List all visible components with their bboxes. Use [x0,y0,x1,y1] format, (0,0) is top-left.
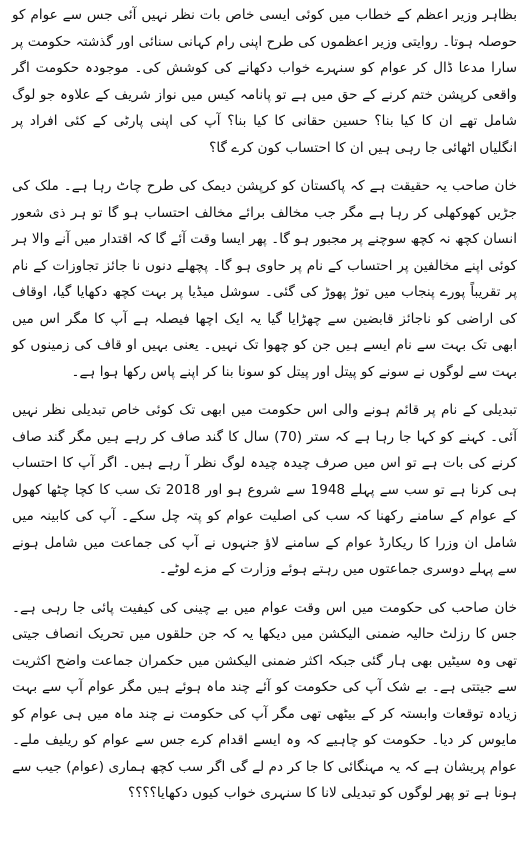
article-paragraph-2: خان صاحب یہ حقیقت ہے کہ پاکستان کو کرپشن دیمک کی طرح چاٹ رہا ہے۔ ملک کی جڑیں کھوکھلی کر رہا ہے مگر جب مخالف برائے مخالف احتساب ہو گا تو ہر ذی شعور انسان کچھ نہ کچھ سوچنے پر مجبور ہو گا۔ پھر ایسا وقت آئے گا کہ اقتدار میں آنے والا ہر کوئی اپنے مخالفین پر احتساب کے نام پر حاوی ہو گا۔ پچھلے دنوں نا جائز تجاوزات کے نام پر تقریباً پورے پنجاب میں توڑ پھوڑ کی گئی۔ سوشل میڈیا پر بہت کچھ دکھایا گیا، اوقاف کی اراضی کو ناجائز قابضین سے چھڑایا گیا یہ ایک اچھا فیصلہ ہے آپ کا مگر اس میں ابھی تک بہت سے نام ایسے ہیں جن کو چھوا تک نہیں۔ یعنی بہیں او قاف کی زمینوں کو بہت سے لوگوں نے سونے کو پیتل اور پیتل کو سونا بنا کر اپنے پاس رکھا ہوا ہے۔ [12,178,517,380]
article-paragraph-3: تبدیلی کے نام پر قائم ہونے والی اس حکومت میں ابھی تک کوئی خاص تبدیلی نظر نہیں آئی۔ کہنے کو کہا جا رہا ہے کہ ستر (70) سال کا گند صاف کر رہے ہیں مگر گند صاف کرنے کی بات ہے تو اس میں صرف چیدہ چیدہ لوگ نظر آ رہے ہیں۔ اگر آپ کا احتساب ہی کرنا ہے تو سب سے پہلے 1948 سے شروع ہو اور 2018 تک سب کا کچا چٹھا کھول کے عوام کے سامنے رکھنا کہ سب کی اصلیت عوام کو پتہ چل سکے۔ آپ کی کابینہ میں شامل ان وزرا کا ریکارڈ عوام کے سامنے لاؤ جنہوں نے آپ کی جماعت میں شامل ہونے سے پہلے دوسری جماعتوں میں رہتے ہوئے وزارت کے مزے لوٹے۔ [12,402,518,577]
article-paragraph-4: خان صاحب کی حکومت میں اس وقت عوام میں بے چینی کی کیفیت پائی جا رہی ہے۔ جس کا رزلٹ حالیہ ضمنی الیکشن میں دیکھا یہ کہ جن حلقوں میں تحریک انصاف جیتی تھی وہ سیٹیں بھی ہار گئی جبکہ اکثر ضمنی الیکشن میں حکمران جماعت واضح اکثریت سے جیتتی ہے۔ بے شک آپ کی حکومت کو آئے چند ماہ ہوئے ہیں مگر عوام آپ سے بہت زیادہ توقعات وابستہ کر کے بیٹھی تھی مگر آپ کی حکومت نے چند ماہ میں ہی عوام کو مایوس کر دیا۔ حکومت کو چاہیے کہ وہ ایسے اقدام کرے جس سے عوام کو ریلیف ملے۔ عوام پریشان ہے کہ یہ مہنگائی کا جا کر دم لے گی اگر سب کچھ ہماری (عوام) جیب سے ہونا ہے تو پھر لوگوں کو تبدیلی لانا کا سنہری خواب کیوں دکھایا؟؟؟؟ [12,599,517,801]
article-paragraph-1: بظاہر وزیر اعظم کے خطاب میں کوئی ایسی خاص بات نظر نہیں آئی جس سے عوام کو حوصلہ ہوتا۔ روایتی وزیر اعظموں کی طرح اپنی رام کہانی سنائی اور گذشتہ حکومت پر سارا مدعا ڈال کر عوام کو سنہرے خواب دکھانے کی کوشش کی۔ موجودہ حکومت اگر واقعی کرپشن ختم کرنے کے حق میں ہے تو پانامہ کیس میں نواز شریف کے علاوہ جو لوگ شامل تھے ان کا کیا بنا؟ حسین حقانی کا کیا بنا؟ آپ کی اپنی پارٹی کے کئی افراد پر انگلیاں اٹھائی جا رہی ہیں ان کا احتساب کون کرے گا؟ [12,7,517,156]
